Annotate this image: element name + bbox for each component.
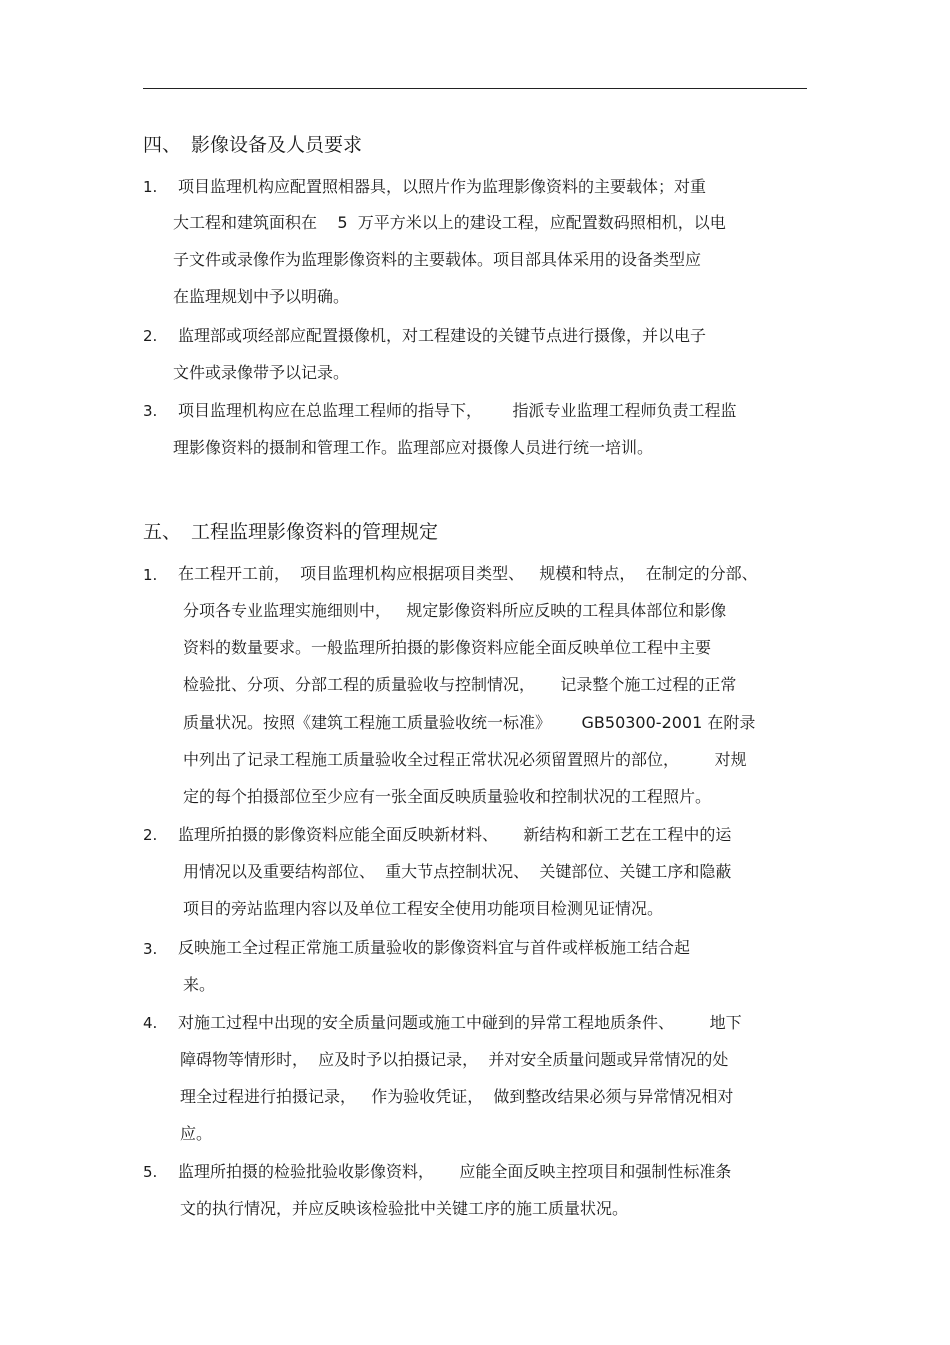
- list-item-number: 3.: [143, 402, 158, 420]
- list-item-line: 反映施工全过程正常施工质量验收的影像资料宜与首件或样板施工结合起: [178, 938, 691, 957]
- list-item-line: 理影像资料的摄制和管理工作。监理部应对摄像人员进行统一培训。: [173, 438, 654, 457]
- section-title: 工程监理影像资料的管理规定: [191, 521, 439, 543]
- list-item-line: 理全过程进行拍摄记录， 作为验收凭证， 做到整改结果必须与异常情况相对: [180, 1087, 734, 1106]
- list-item-line: 对施工过程中出现的安全质量问题或施工中碰到的异常工程地质条件、 地下: [178, 1013, 742, 1032]
- list-item-line: 监理部或项经部应配置摄像机，对工程建设的关键节点进行摄像，并以电子: [178, 326, 707, 345]
- list-item-number: 4.: [143, 1014, 158, 1032]
- list-item-line: 在工程开工前， 项目监理机构应根据项目类型、 规模和特点， 在制定的分部、: [178, 564, 758, 583]
- list-item-line: 资料的数量要求。一般监理所拍摄的影像资料应能全面反映单位工程中主要: [183, 638, 712, 657]
- list-item-number: 2.: [143, 327, 158, 345]
- list-item-number: 1.: [143, 566, 158, 584]
- list-item-line: 文的执行情况，并应反映该检验批中关键工序的施工质量状况。: [180, 1199, 629, 1218]
- list-item-number: 5.: [143, 1163, 158, 1181]
- list-item-line: 障碍物等情形时， 应及时予以拍摄记录， 并对安全质量问题或异常情况的处: [180, 1050, 729, 1069]
- section-heading: [143, 130, 362, 157]
- list-item-line: 项目监理机构应配置照相器具，以照片作为监理影像资料的主要载体；对重: [178, 177, 707, 196]
- list-item-line: 应。: [180, 1124, 213, 1143]
- list-item-line: 监理所拍摄的影像资料应能全面反映新材料、 新结构和新工艺在工程中的运: [178, 825, 732, 844]
- list-item-line: 质量状况。按照《建筑工程施工质量验收统一标准》 GB50300-2001 在附录: [183, 713, 756, 732]
- list-item-line: 中列出了记录工程施工质量验收全过程正常状况必须留置照片的部位， 对规: [183, 750, 747, 769]
- section-title: 影像设备及人员要求: [191, 134, 363, 156]
- list-item-line: 定的每个拍摄部位至少应有一张全面反映质量验收和控制状况的工程照片。: [183, 787, 712, 806]
- list-item-number: 1.: [143, 178, 158, 196]
- list-item-line: 项目监理机构应在总监理工程师的指导下， 指派专业监理工程师负责工程监: [178, 401, 737, 420]
- list-item-line: 项目的旁站监理内容以及单位工程安全使用功能项目检测见证情况。: [183, 899, 664, 918]
- list-item-line: 子文件或录像作为监理影像资料的主要载体。项目部具体采用的设备类型应: [173, 250, 702, 269]
- list-item-line: 来。: [183, 975, 216, 994]
- list-item-line: 检验批、分项、分部工程的质量验收与控制情况， 记录整个施工过程的正常: [183, 675, 737, 694]
- section-heading: [143, 517, 438, 544]
- header-rule: [143, 88, 807, 89]
- list-item-line: 监理所拍摄的检验批验收影像资料， 应能全面反映主控项目和强制性标准条: [178, 1162, 732, 1181]
- list-item-line: 文件或录像带予以记录。: [173, 363, 350, 382]
- list-item-number: 3.: [143, 940, 158, 958]
- section-number: 五、: [143, 521, 182, 543]
- list-item-line: 大工程和建筑面积在 5 万平方米以上的建设工程，应配置数码照相机，以电: [173, 213, 726, 232]
- list-item-line: 在监理规划中予以明确。: [173, 287, 350, 306]
- section-number: 四、: [143, 134, 182, 156]
- list-item-line: 用情况以及重要结构部位、 重大节点控制状况、 关键部位、关键工序和隐蔽: [183, 862, 732, 881]
- list-item-line: 分项各专业监理实施细则中， 规定影像资料所应反映的工程具体部位和影像: [183, 601, 727, 620]
- list-item-number: 2.: [143, 826, 158, 844]
